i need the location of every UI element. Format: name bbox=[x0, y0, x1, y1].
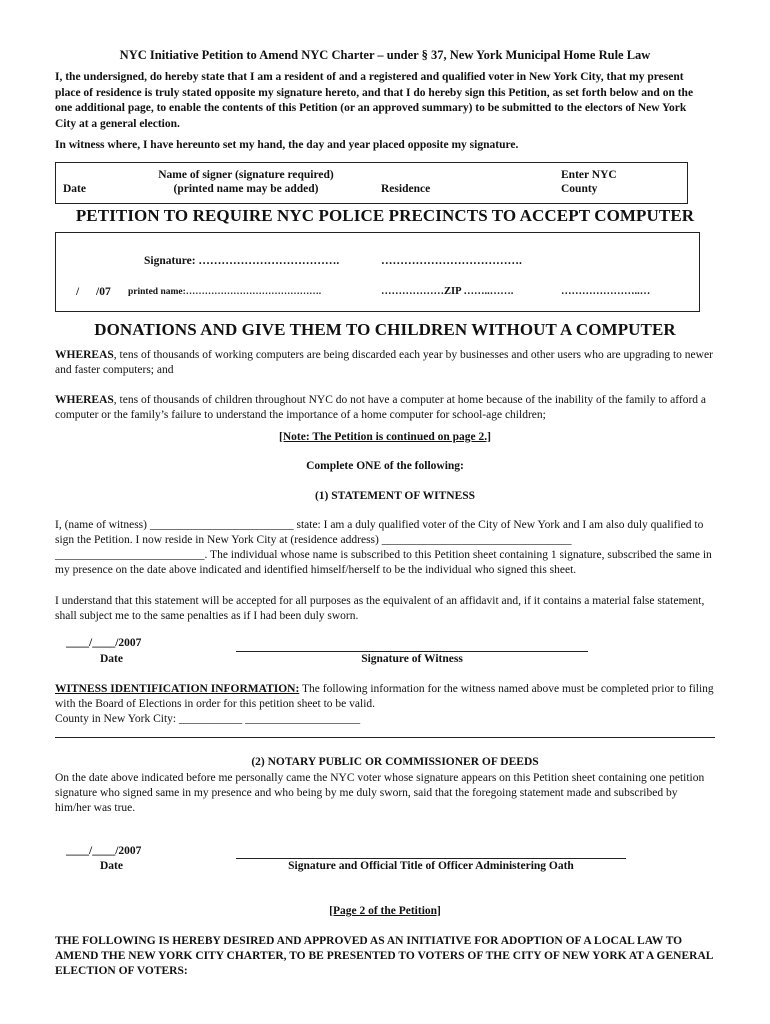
page-2-heading: [Page 2 of the Petition] bbox=[329, 905, 441, 917]
county-field[interactable]: …………………..… bbox=[561, 286, 651, 297]
witness-signature-line[interactable] bbox=[236, 651, 588, 652]
notary-signature-label: Signature and Official Title of Officer Administering Oath bbox=[288, 860, 574, 872]
witness-date-field[interactable]: ____/____/2007 bbox=[66, 637, 142, 649]
statement-of-witness-title: (1) STATEMENT OF WITNESS bbox=[314, 490, 476, 502]
signature-entry-box[interactable] bbox=[55, 232, 700, 312]
witness-signature-label: Signature of Witness bbox=[361, 653, 463, 665]
county-field-line[interactable]: County in New York City: ___________ ____________________ bbox=[55, 713, 361, 725]
col-name-label-1: Name of signer (signature required) bbox=[158, 169, 334, 181]
headline-part-2: DONATIONS AND GIVE THEM TO CHILDREN WITHOUT A COMPUTER bbox=[94, 320, 676, 339]
residence-field[interactable]: ………………………………. bbox=[381, 255, 522, 267]
notary-body: On the date above indicated before me personally came the NYC voter whose signature appears on this Petition sheet containing one petition signature who signed same in my presence and who being by me duly sworn, said that the foregoing statement made and subscribed by him/her was true. bbox=[55, 772, 705, 814]
headline-part-1: PETITION TO REQUIRE NYC POLICE PRECINCTS TO ACCEPT COMPUTER bbox=[75, 206, 695, 225]
col-name-label-2: (printed name may be added) bbox=[173, 183, 319, 195]
witness-id-paragraph bbox=[55, 682, 715, 712]
date-year[interactable]: /07 bbox=[96, 286, 111, 298]
notary-date-field[interactable]: ____/____/2007 bbox=[66, 845, 142, 857]
document-title: NYC Initiative Petition to Amend NYC Charter – under § 37, New York Municipal Home Rule Law bbox=[119, 48, 651, 62]
signature-field[interactable]: Signature: ………………………………. bbox=[144, 255, 340, 267]
col-date-label: Date bbox=[63, 183, 86, 195]
statement-of-witness-body[interactable]: I, (name of witness) _________________________ state: I am a duly qualified voter of the City of New York and I am also duly qualified to sign the Petition. I now reside in New York City at (residence address) _________________________________ __________________________. The individual whose name is subscribed to this Petition sheet containing 1 signature, subscribed the same in my presence on the date above indicated and identified himself/herself to be the individual who signed this sheet. bbox=[55, 519, 712, 576]
col-county-label-1: Enter NYC bbox=[561, 169, 617, 181]
section-divider bbox=[55, 737, 715, 738]
whereas-text-1: , tens of thousands of working computers are being discarded each year by businesses and other users who are upgrading to newer and faster computers; and bbox=[55, 349, 713, 376]
notary-date-label: Date bbox=[100, 860, 123, 872]
whereas-lead-2: WHEREAS bbox=[55, 394, 114, 406]
whereas-lead-1: WHEREAS bbox=[55, 349, 114, 361]
printed-name-field[interactable]: printed name:……………………………………. bbox=[128, 287, 322, 297]
zip-field[interactable]: ………………ZIP ……..……. bbox=[381, 286, 514, 297]
date-slash: / bbox=[76, 286, 80, 298]
complete-one-instruction: Complete ONE of the following: bbox=[306, 460, 464, 472]
continuation-note: [Note: The Petition is continued on page 2.] bbox=[279, 431, 491, 443]
whereas-paragraph-1 bbox=[55, 348, 715, 378]
col-residence-label: Residence bbox=[381, 183, 431, 195]
witness-statement-line: In witness where, I have hereunto set my hand, the day and year placed opposite my signature. bbox=[55, 139, 519, 151]
signature-column-header bbox=[55, 162, 688, 204]
witness-date-label: Date bbox=[100, 653, 123, 665]
col-county-label-2: County bbox=[561, 183, 598, 195]
intro-paragraph: I, the undersigned, do hereby state that I am a resident of and a registered and qualified voter in New York City, that my present place of residence is truly stated opposite my signature hereto, and that I do hereby sign this Petition, as set forth below and on the one additional page, to enable the contents of this Petition (or an approved summary) to be submitted to the electors of New York City at a general election. bbox=[55, 71, 694, 130]
affidavit-notice: I understand that this statement will be accepted for all purposes as the equivalent of an affidavit and, if it contains a material false statement, shall subject me to the same penalties as if I had been duly sworn. bbox=[55, 595, 705, 622]
notary-title: (2) NOTARY PUBLIC OR COMMISSIONER OF DEEDS bbox=[251, 756, 539, 768]
notary-signature-line[interactable] bbox=[236, 858, 626, 859]
whereas-paragraph-2 bbox=[55, 393, 715, 423]
whereas-text-2: , tens of thousands of children throughout NYC do not have a computer at home because of the inability of the family to afford a computer or the family’s failure to understand the importance of a home computer for school-age children; bbox=[55, 394, 707, 421]
witness-id-body: The following information for the witness named above must be completed prior to filing with the Board of Elections in order for this petition sheet to be valid. bbox=[55, 683, 714, 710]
witness-id-lead: WITNESS IDENTIFICATION INFORMATION: bbox=[55, 683, 300, 695]
closing-paragraph: THE FOLLOWING IS HEREBY DESIRED AND APPROVED AS AN INITIATIVE FOR ADOPTION OF A LOCAL LAW TO AMEND THE NEW YORK CITY CHARTER, TO BE PRESENTED TO VOTERS OF THE CITY OF NEW YORK AT A GENERAL ELECTION OF VOTERS: bbox=[55, 935, 713, 977]
